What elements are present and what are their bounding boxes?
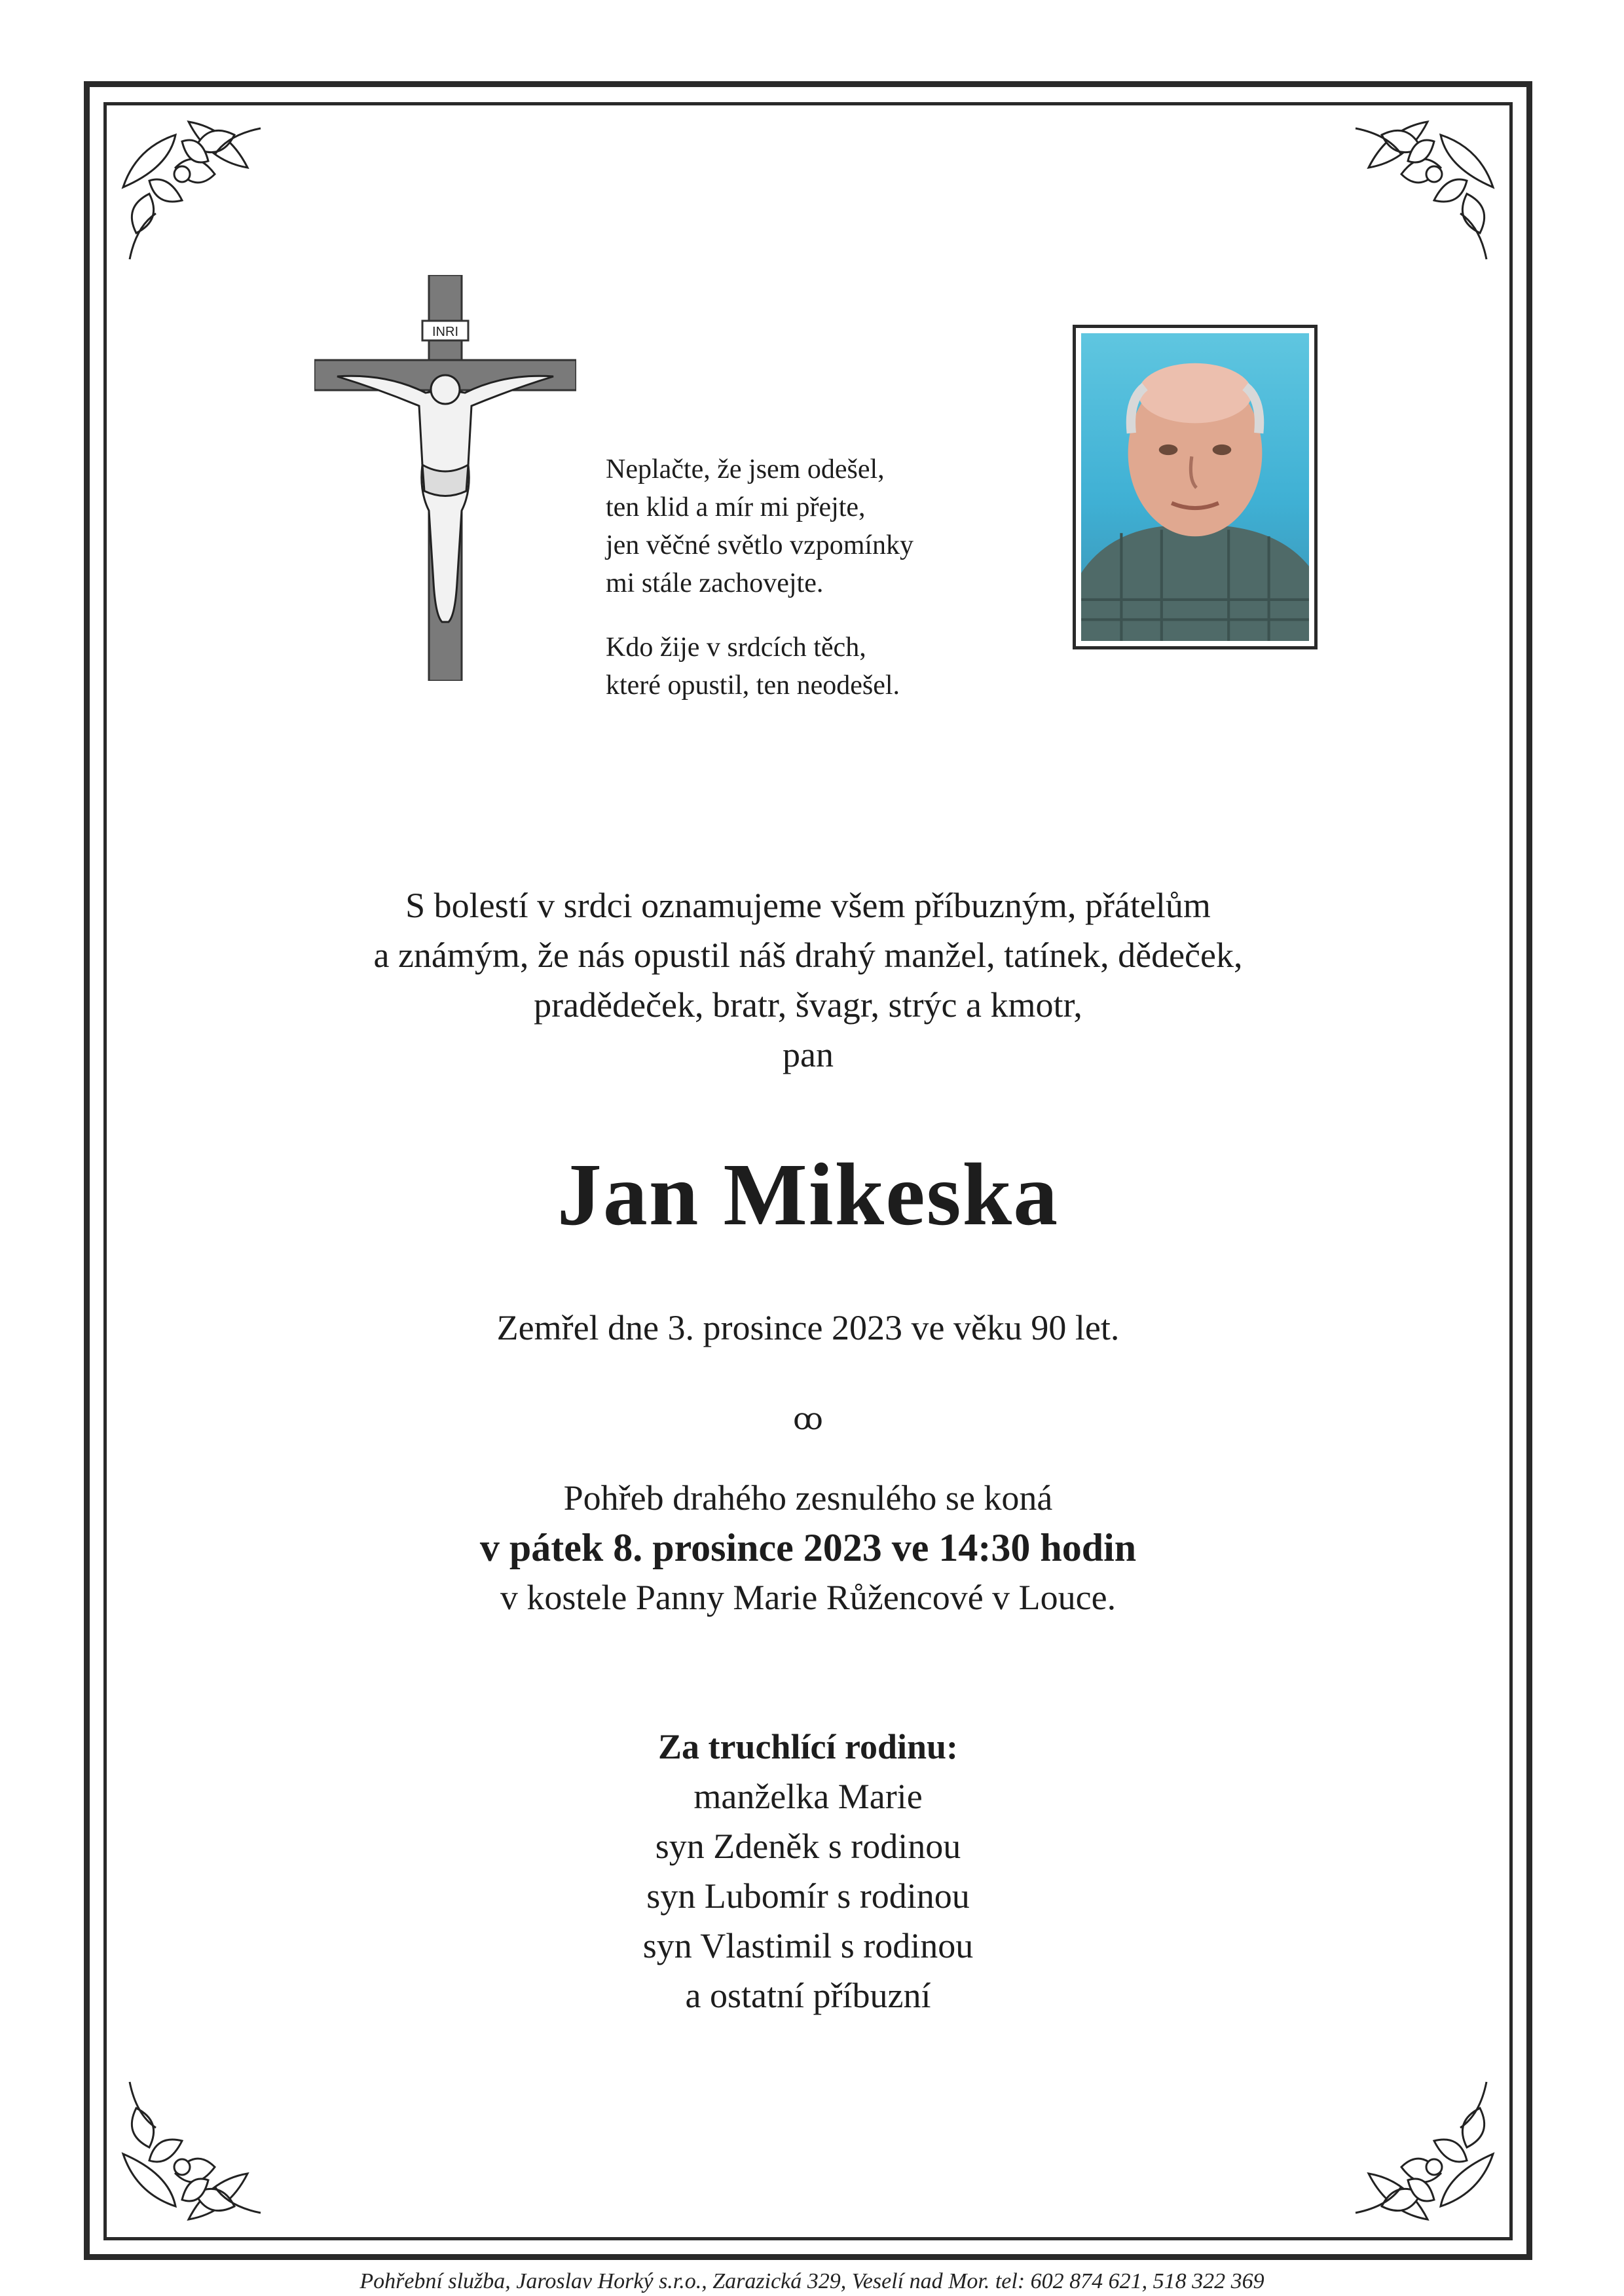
- family-member: manželka Marie: [693, 1777, 923, 1816]
- poem-line: jen věčné světlo vzpomínky: [606, 530, 914, 560]
- floral-corner-icon: [1342, 2069, 1506, 2232]
- funeral-intro: Pohřeb drahého zesnulého se koná: [563, 1478, 1053, 1518]
- family-member: a ostatní příbuzní: [685, 1976, 931, 2015]
- floral-corner-icon: [110, 2069, 274, 2232]
- funeral-location: v kostele Panny Marie Růžencové v Louce.: [500, 1578, 1116, 1617]
- announcement-line: pradědeček, bratr, švagr, strýc a kmotr,: [534, 985, 1082, 1025]
- poem-line: ten klid a mír mi přejte,: [606, 492, 866, 522]
- floral-corner-icon: [1342, 109, 1506, 272]
- mourning-family: [103, 1722, 1513, 2020]
- memorial-poem: [606, 450, 1012, 704]
- portrait-frame: [1073, 325, 1318, 649]
- family-member: syn Zdeněk s rodinou: [655, 1827, 961, 1866]
- announcement-text: [103, 881, 1513, 1080]
- family-member: syn Lubomír s rodinou: [646, 1876, 970, 1916]
- family-member: syn Vlastimil s rodinou: [642, 1926, 974, 1965]
- death-date-line: Zemřel dne 3. prosince 2023 ve věku 90 let.: [496, 1308, 1120, 1347]
- poem-line: Neplačte, že jsem odešel,: [606, 454, 885, 484]
- deceased-name: Jan Mikeska: [557, 1146, 1060, 1244]
- poem-stanza-1: [606, 450, 1012, 602]
- poem-line: mi stále zachovejte.: [606, 568, 824, 598]
- portrait-photo: [1081, 333, 1309, 641]
- divider-ornament-icon: ꝏ: [793, 1402, 823, 1436]
- announcement-line: S bolestí v srdci oznamujeme všem příbuzným, přátelům: [405, 886, 1211, 925]
- announcement-line: a známým, že nás opustil náš drahý manžel, tatínek, dědeček,: [373, 936, 1243, 975]
- floral-corner-icon: [110, 109, 274, 272]
- funeral-service-footer: Pohřební služba, Jaroslav Horký s.r.o., Zarazická 329, Veselí nad Mor. tel: 602 874 621, 518 322 369: [360, 2269, 1264, 2293]
- crucifix-icon: [314, 275, 576, 681]
- funeral-info: [103, 1473, 1513, 1622]
- poem-line: které opustil, ten neodešel.: [606, 670, 900, 701]
- inri-sign: INRI: [432, 325, 458, 339]
- portrait-figure-icon: [1081, 333, 1309, 641]
- poem-stanza-2: [606, 629, 1012, 704]
- poem-line: Kdo žije v srdcích těch,: [606, 632, 866, 663]
- funeral-datetime: v pátek 8. prosince 2023 ve 14:30 hodin: [479, 1526, 1137, 1569]
- family-heading: Za truchlící rodinu:: [657, 1727, 959, 1766]
- announcement-line: pan: [783, 1035, 834, 1074]
